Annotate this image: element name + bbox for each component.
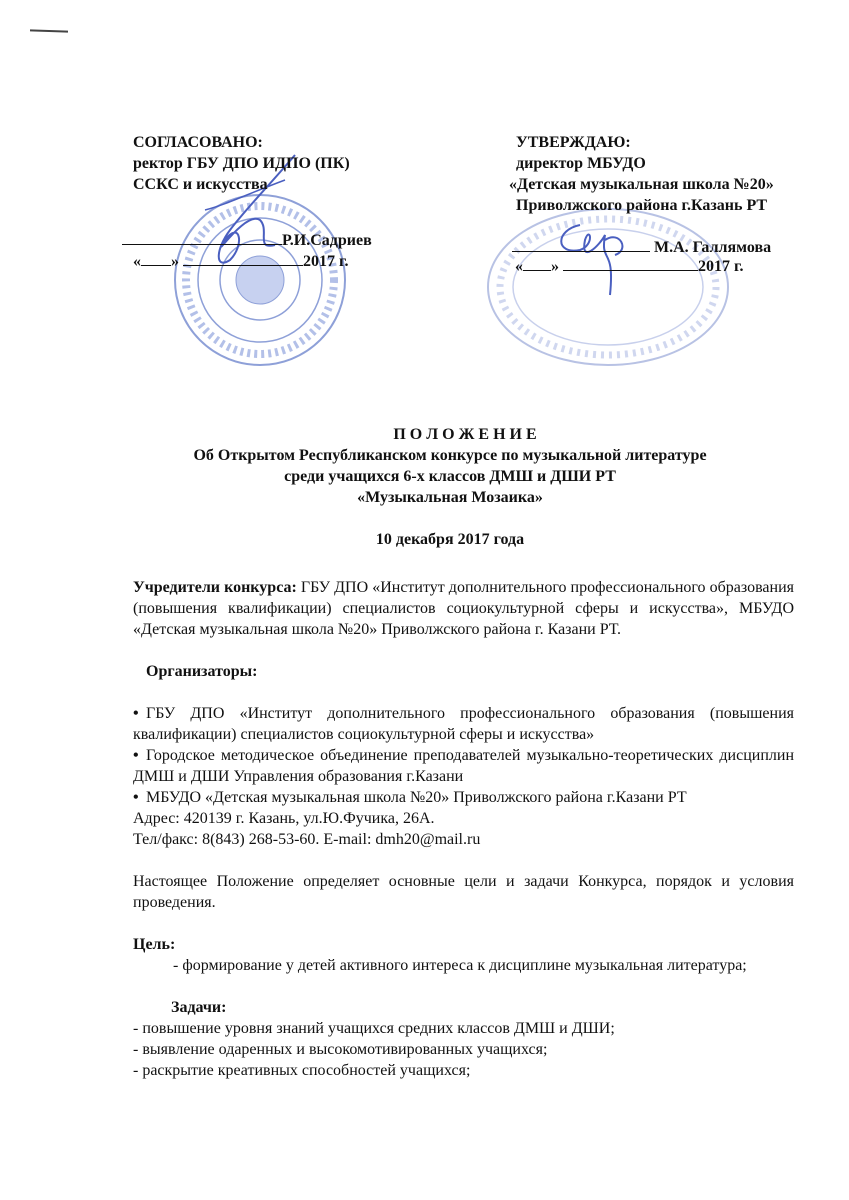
approval-right-name: М.А. Галлямова — [654, 239, 772, 256]
approval-left-heading: СОГЛАСОВАНО: — [133, 134, 263, 151]
stamp-left-icon — [170, 190, 350, 370]
title-line-2: среди учащихся 6-х классов ДМШ и ДШИ РТ — [284, 468, 616, 485]
approval-left — [133, 132, 350, 195]
founders-label: Учредители конкурса: — [133, 579, 297, 596]
event-date: 10 декабря 2017 года — [375, 531, 525, 548]
approval-left-year: 2017 г. — [303, 253, 349, 270]
organizer-text: ГБУ ДПО «Институт дополнительного профессионального образования (повышения квалификации) специалистов социокультурной сферы и искусства» — [133, 705, 794, 743]
founders-text: ГБУ ДПО «Институт дополнительного профессионального образования (повышения квалификации) специалистов социокультурной сферы и искусства», МБУДО «Детская музыкальная школа №20» Приволжского района г. Казани РТ. — [133, 579, 795, 638]
organizer-item — [133, 745, 794, 787]
title-line-3: «Музыкальная Мозаика» — [357, 489, 543, 506]
tasks-label: Задачи: — [171, 999, 227, 1016]
approval-right-date — [515, 255, 743, 277]
approval-left-name: Р.И.Садриев — [282, 232, 372, 249]
date-quote-close: » — [551, 258, 559, 275]
task-item: - раскрытие креативных способностей учащихся; — [133, 1062, 471, 1079]
phone-email: Тел/факс: 8(843) 268-53-60. E-mail: dmh20@mail.ru — [133, 831, 481, 848]
organizer-item — [133, 787, 794, 808]
approval-left-signature-line — [122, 229, 372, 251]
approval-left-org: ССКС и искусства — [133, 176, 268, 193]
approval-right-heading: УТВЕРЖДАЮ: — [516, 134, 631, 151]
scan-mark — [30, 29, 68, 32]
goal-text: - формирование у детей активного интереса к дисциплине музыкальная литература; — [173, 957, 747, 974]
goal-label: Цель: — [133, 936, 176, 953]
doc-type: П О Л О Ж Е Н И Е — [393, 426, 537, 443]
date-quote-open: « — [133, 253, 141, 270]
title-line-1: Об Открытом Республиканском конкурсе по музыкальной литературе — [193, 447, 707, 464]
date-quote-open: « — [515, 258, 523, 275]
task-item: - повышение уровня знаний учащихся средних классов ДМШ и ДШИ; — [133, 1020, 615, 1037]
organizers-label: Организаторы: — [146, 663, 258, 680]
document-body — [133, 577, 794, 1081]
approval-right-year: 2017 г. — [698, 258, 744, 275]
document-title — [100, 424, 800, 550]
approval-left-date — [133, 250, 348, 272]
intro-paragraph: Настоящее Положение определяет основные цели и задачи Конкурса, порядок и условия проведения. — [133, 873, 794, 911]
approval-right — [509, 132, 774, 216]
address: Адрес: 420139 г. Казань, ул.Ю.Фучика, 26А. — [133, 810, 435, 827]
approval-right-org: «Детская музыкальная школа №20» — [509, 176, 774, 193]
organizer-item — [133, 703, 794, 745]
organizer-text: Городское методическое объединение преподавателей музыкально-теоретических дисциплин ДМШ и ДШИ Управления образования г.Казани — [133, 747, 794, 785]
date-quote-close: » — [171, 253, 179, 270]
founders-paragraph — [133, 577, 794, 640]
approval-left-position: ректор ГБУ ДПО ИДПО (ПК) — [133, 155, 350, 172]
approval-right-position: директор МБУДО — [516, 155, 646, 172]
organizer-text: МБУДО «Детская музыкальная школа №20» Приволжского района г.Казани РТ — [146, 789, 687, 806]
task-item: - выявление одаренных и высокомотивированных учащихся; — [133, 1041, 548, 1058]
stamp-right-icon — [483, 205, 733, 370]
approval-right-district: Приволжского района г.Казань РТ — [516, 197, 768, 214]
